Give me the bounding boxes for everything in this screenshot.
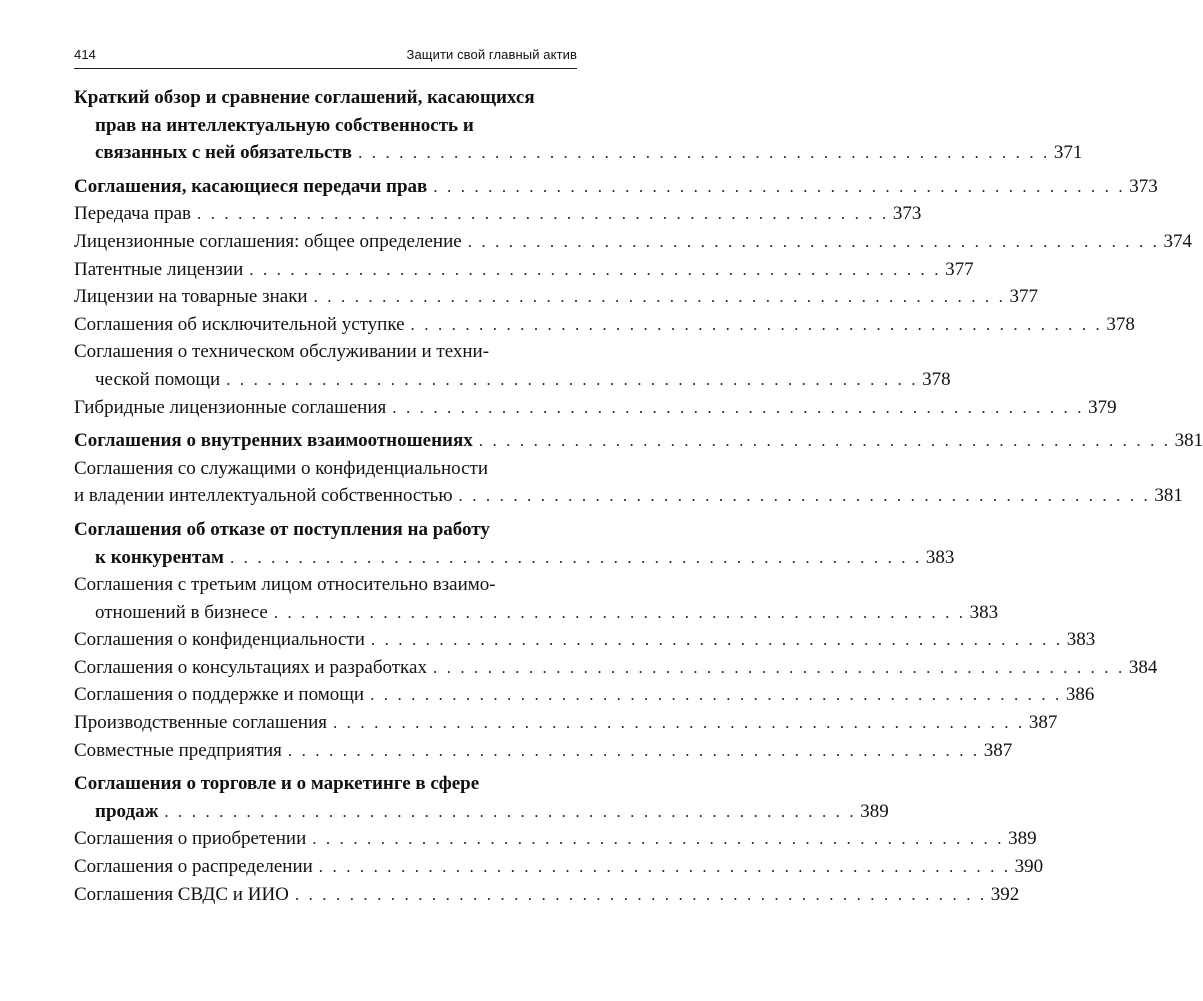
toc-entry-title: Соглашения о техническом обслуживании и техни- [74,341,490,363]
dot-leader: . . . . . . . . . . . . . . . . . . . . . . . . . . . . . . . . . . . . . . . . . . . . . . . . . . . [433,176,1126,196]
toc-entry-title: Соглашения, касающиеся передачи прав [74,175,428,197]
dot-leader: . . . . . . . . . . . . . . . . . . . . . . . . . . . . . . . . . . . . . . . . . . . . . . . . . . . [332,713,1025,733]
toc-entry [74,200,922,228]
dot-leader: . . . . . . . . . . . . . . . . . . . . . . . . . . . . . . . . . . . . . . . . . . . . . . . . . . . [249,259,942,279]
toc-entry-title: отношений в бизнесе [95,601,268,623]
toc-entry-line [74,394,1117,422]
toc-entry-line [74,544,955,572]
toc-entry-line [74,571,571,599]
toc-entry-line [74,709,1058,737]
toc-entry-title: Соглашения о конфиденциальности [74,629,365,651]
toc-entry-line [74,599,999,627]
toc-page-number: 379 [1088,396,1117,418]
toc-page-number: 387 [983,739,1013,761]
toc-entry [74,654,1158,682]
toc-page-number: 389 [860,800,889,822]
toc-entry-line [74,112,571,140]
toc-entry-title: Соглашения СВДС и ИИО [74,883,289,905]
dot-leader: . . . . . . . . . . . . . . . . . . . . . . . . . . . . . . . . . . . . . . . . . . . . . . . . . . . [370,630,1063,650]
dot-leader: . . . . . . . . . . . . . . . . . . . . . . . . . . . . . . . . . . . . . . . . . . . . . . . . . . . [358,143,1050,163]
toc-entry-title: Соглашения об отказе от поступления на работу [74,518,490,540]
toc-entry-title: к конкурентам [95,546,224,568]
running-title: Защити свой главный актив [406,47,577,62]
toc-entry [74,681,1095,709]
toc-entry-title: и владении интеллектуальной собственностью [74,485,453,507]
toc-entry-title: Лицензии на товарные знаки [74,286,308,308]
toc-entry [74,770,889,825]
dot-leader: . . . . . . . . . . . . . . . . . . . . . . . . . . . . . . . . . . . . . . . . . . . . . . . . . . . [478,431,1171,451]
toc-entry [74,173,1158,201]
toc-entry-line [74,256,974,284]
toc-page-number: 374 [1163,230,1193,252]
dot-leader: . . . . . . . . . . . . . . . . . . . . . . . . . . . . . . . . . . . . . . . . . . . . . . . . . . . [226,369,919,389]
toc-entry-line [74,770,571,798]
toc-entry [74,825,1037,853]
dot-leader: . . . . . . . . . . . . . . . . . . . . . . . . . . . . . . . . . . . . . . . . . . . . . . . . . . . [370,685,1062,705]
toc-entry-title: Лицензионные соглашения: общее определение [74,230,462,252]
toc-entry-line [74,482,1183,510]
toc-entry-line [74,311,1135,339]
toc-entry [74,626,1096,654]
toc-entry [74,853,1044,881]
toc-page-number: 377 [1009,286,1038,308]
toc-page-number: 378 [922,368,951,390]
toc-entry-title: прав на интеллектуальную собственность и [95,114,474,136]
dot-leader: . . . . . . . . . . . . . . . . . . . . . . . . . . . . . . . . . . . . . . . . . . . . . . . . . . . [318,857,1011,877]
toc-entry-title: Соглашения со служащими о конфиденциальности [74,457,489,479]
toc-entry-title: Соглашения о приобретении [74,828,307,850]
toc-entry-title: Патентные лицензии [74,258,244,280]
toc-entry-line [74,681,1095,709]
toc-entry-title: Соглашения об исключительной уступке [74,313,405,335]
dot-leader: . . . . . . . . . . . . . . . . . . . . . . . . . . . . . . . . . . . . . . . . . . . . . . . . . . . [313,287,1006,307]
toc-entry-line [74,228,1193,256]
toc-entry [74,228,1193,256]
toc-entry-line [74,825,1037,853]
toc-entry [74,338,951,393]
toc-entry [74,737,1013,765]
dot-leader: . . . . . . . . . . . . . . . . . . . . . . . . . . . . . . . . . . . . . . . . . . . . . . . . . . . [164,801,857,821]
toc-entry [74,709,1058,737]
toc-entry-line [74,626,1096,654]
toc-page-number: 384 [1128,656,1158,678]
toc-page-number: 381 [1174,430,1203,452]
dot-leader: . . . . . . . . . . . . . . . . . . . . . . . . . . . . . . . . . . . . . . . . . . . . . . . . . . . [312,829,1005,849]
toc-entry-line [74,200,922,228]
dot-leader: . . . . . . . . . . . . . . . . . . . . . . . . . . . . . . . . . . . . . . . . . . . . . . . . . . . [287,740,980,760]
toc-entry-line [74,173,1158,201]
dot-leader: . . . . . . . . . . . . . . . . . . . . . . . . . . . . . . . . . . . . . . . . . . . . . . . . . . . [432,657,1125,677]
toc-entry-title: связанных с ней обязательств [95,142,353,164]
toc-page-number: 383 [1066,629,1096,651]
toc-entry [74,394,1117,422]
toc-entry [74,516,955,571]
toc-entry-line [74,84,571,112]
dot-leader: . . . . . . . . . . . . . . . . . . . . . . . . . . . . . . . . . . . . . . . . . . . . . . . . . . . [294,884,987,904]
toc-page-number: 387 [1028,712,1058,734]
toc-entry-title: Соглашения о торговле и о маркетинге в сфере [74,773,480,795]
toc-entry-title: Производственные соглашения [74,712,327,734]
table-of-contents [74,84,1203,908]
toc-page-number: 383 [969,601,999,623]
toc-entry-title: Соглашения о внутренних взаимоотношениях [74,430,473,452]
toc-entry-line [74,283,1038,311]
toc-entry-line [74,654,1158,682]
dot-leader: . . . . . . . . . . . . . . . . . . . . . . . . . . . . . . . . . . . . . . . . . . . . . . . . . . . [410,314,1103,334]
toc-entry-title: ческой помощи [95,368,221,390]
toc-entry [74,283,1038,311]
toc-page-number: 390 [1014,856,1044,878]
toc-entry-line [74,338,571,366]
toc-page-number: 392 [990,883,1020,905]
toc-entry-line [74,853,1044,881]
toc-entry [74,311,1135,339]
toc-entry [74,455,1183,510]
dot-leader: . . . . . . . . . . . . . . . . . . . . . . . . . . . . . . . . . . . . . . . . . . . . . . . . . . . [392,397,1085,417]
toc-entry [74,256,974,284]
dot-leader: . . . . . . . . . . . . . . . . . . . . . . . . . . . . . . . . . . . . . . . . . . . . . . . . . . . [273,602,966,622]
toc-entry [74,881,1020,909]
dot-leader: . . . . . . . . . . . . . . . . . . . . . . . . . . . . . . . . . . . . . . . . . . . . . . . . . . . [458,486,1151,506]
toc-entry-line [74,455,571,483]
toc-page-number: 381 [1154,485,1183,507]
toc-entry-line [74,366,951,394]
toc-entry-title: Соглашения о поддержке и помощи [74,684,365,706]
toc-entry-line [74,516,571,544]
toc-entry-line [74,737,1013,765]
toc-entry-line [74,798,889,826]
toc-page-number: 371 [1053,142,1083,164]
toc-page-number: 389 [1008,828,1037,850]
toc-entry-title: Соглашения о распределении [74,856,313,878]
dot-leader: . . . . . . . . . . . . . . . . . . . . . . . . . . . . . . . . . . . . . . . . . . . . . . . . . . . [197,204,889,224]
toc-entry-title: Соглашения о консультациях и разработках [74,656,427,678]
toc-entry-title: Передача прав [74,203,191,225]
toc-entry-title: Совместные предприятия [74,739,282,761]
dot-leader: . . . . . . . . . . . . . . . . . . . . . . . . . . . . . . . . . . . . . . . . . . . . . . . . . . . [467,231,1160,251]
toc-entry [74,427,1203,455]
toc-entry-title: Краткий обзор и сравнение соглашений, касающихся [74,87,535,108]
toc-page-number: 373 [892,203,922,225]
toc-entry [74,571,999,626]
toc-entry-line [74,427,1203,455]
toc-entry-title: Гибридные лицензионные соглашения [74,396,387,418]
toc-page-number: 378 [1106,313,1135,335]
running-header [74,44,577,69]
toc-page-number: 373 [1129,175,1158,197]
toc-entry-line [74,139,1083,167]
toc-entry-line [74,881,1020,909]
toc-entry [74,84,1083,167]
dot-leader: . . . . . . . . . . . . . . . . . . . . . . . . . . . . . . . . . . . . . . . . . . . . . . . . . . . [229,547,922,567]
toc-page-number: 386 [1065,684,1095,706]
toc-page-number: 377 [945,258,974,280]
page-number: 414 [74,47,96,62]
toc-entry-title: продаж [95,800,159,822]
toc-entry-title: Соглашения с третьим лицом относительно взаимо- [74,574,496,596]
toc-page-number: 383 [925,546,955,568]
